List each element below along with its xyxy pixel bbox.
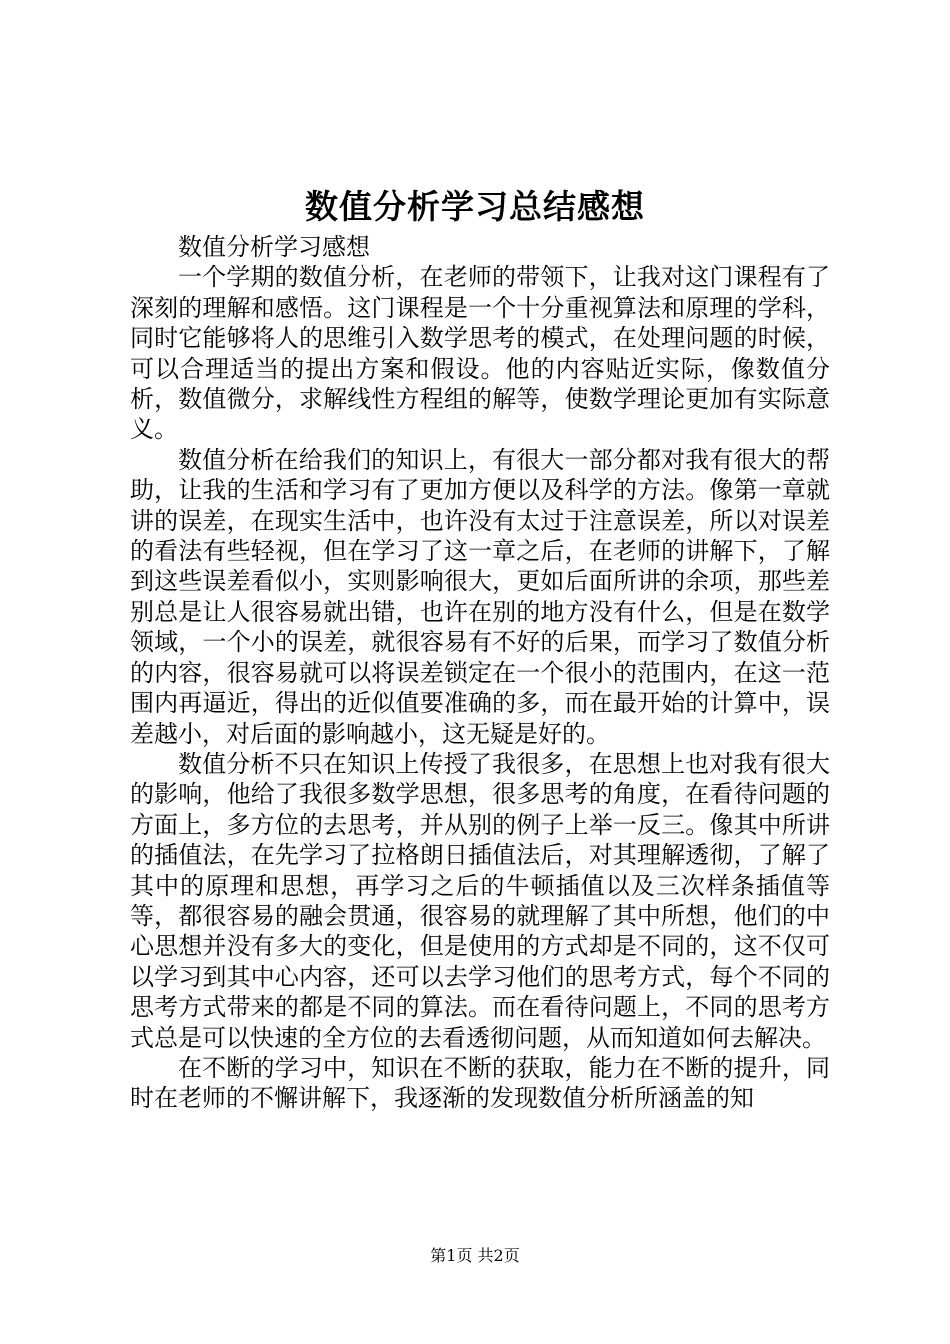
body-paragraph-1: 一个学期的数值分析，在老师的带领下，让我对这门课程有了深刻的理解和感悟。这门课程是一个十分重视算法和原理的学科，同时它能够将人的思维引入数学思考的模式，在处理问题的时候，可以合理适当的提出方案和假设。他的内容贴近实际，像数值分析，数值微分，求解线性方程组的解等，使数学理论更加有实际意义。 — [130, 263, 830, 444]
document-title: 数值分析学习总结感想 — [305, 187, 645, 226]
document-subtitle: 数值分析学习感想 — [178, 233, 370, 261]
body-paragraph-3: 数值分析不只在知识上传授了我很多，在思想上也对我有很大的影响，他给了我很多数学思想，很多思考的角度，在看待问题的方面上，多方位的去思考，并从别的例子上举一反三。像其中所讲的插值法，在先学习了拉格朗日插值法后，对其理解透彻，了解了其中的原理和思想，再学习之后的牛顿插值以及三次样条插值等等，都很容易的融会贯通，很容易的就理解了其中所想，他们的中心思想并没有多大的变化，但是使用的方式却是不同的，这不仅可以学习到其中心内容，还可以去学习他们的思考方式，每个不同的思考方式带来的都是不同的算法。而在看待问题上，不同的思考方式总是可以快速的全方位的去看透彻问题，从而知道如何去解决。 — [130, 749, 830, 1052]
body-paragraph-4: 在不断的学习中，知识在不断的获取，能力在不断的提升，同时在老师的不懈讲解下，我逐渐的发现数值分析所涵盖的知 — [130, 1053, 830, 1113]
document-body — [130, 232, 830, 1114]
page-footer: 第1页 共2页 — [430, 1246, 520, 1265]
body-paragraph-2: 数值分析在给我们的知识上，有很大一部分都对我有很大的帮助，让我的生活和学习有了更加方便以及科学的方法。像第一章就讲的误差，在现实生活中，也许没有太过于注意误差，所以对误差的看法有些轻视，但在学习了这一章之后，在老师的讲解下，了解到这些误差看似小，实则影响很大，更如后面所讲的余项，那些差别总是让人很容易就出错，也许在别的地方没有什么，但是在数学领域，一个小的误差，就很容易有不好的后果，而学习了数值分析的内容，很容易就可以将误差锁定在一个很小的范围内，在这一范围内再逼近，得出的近似值要准确的多，而在最开始的计算中，误差越小，对后面的影响越小，这无疑是好的。 — [130, 445, 830, 748]
